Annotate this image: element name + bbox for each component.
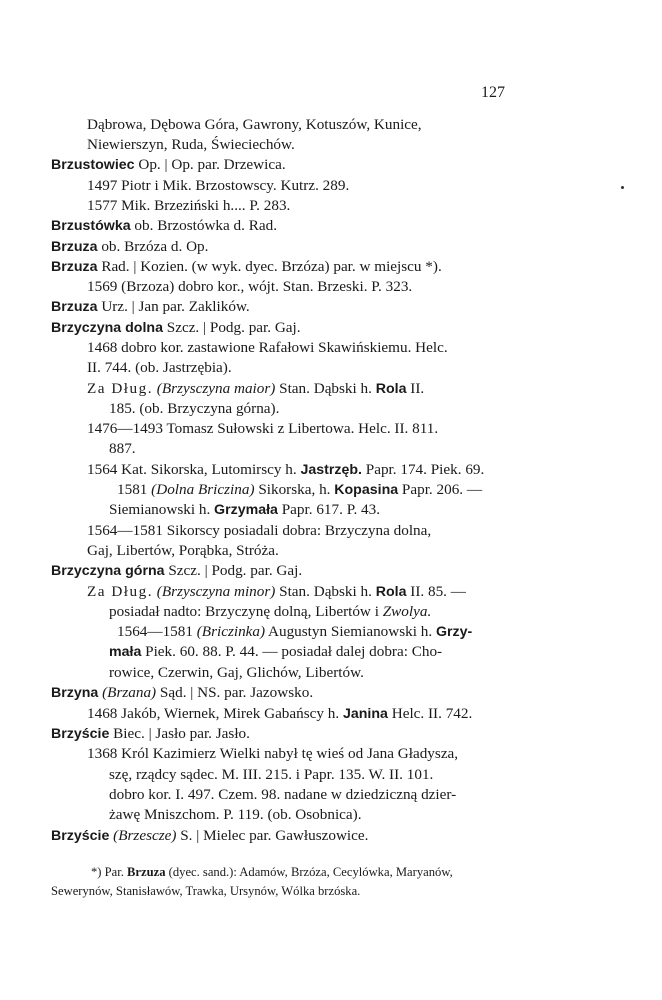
text-segment: Rad. | Kozien. (w wyk. dyec. Brzóza) par. w miejscu *). [97,258,442,275]
bold-term: Brzyście [51,828,110,844]
text-line [109,401,279,416]
italic-term: (Brzysczyna maior) [156,380,276,397]
text-segment: Stan. Dąbski h. [275,380,376,397]
bold-term: Brzyczyna górna [51,563,165,579]
scan-speck [621,186,624,189]
text-line [109,441,136,456]
entry-heading-line [51,299,250,314]
text-line [109,787,456,802]
text-line [87,340,448,355]
bold-term: Brzuza [127,865,166,879]
text-line [109,502,380,517]
text-segment: Urz. | Jan par. Zaklików. [97,298,250,315]
text-segment: (dyec. sand.): Adamów, Brzóza, Cecylówka, Maryanów, [165,865,453,879]
text-segment: ob. Brzostówka d. Rad. [130,217,277,234]
text-segment: 185. (ob. Brzyczyna górna). [109,400,280,417]
text-segment: Papr. 617. P. 43. [277,501,381,518]
entry-heading-line [51,157,286,172]
text-segment: 1468 dobro kor. zastawione Rafałowi Skawińskiemu. Helc. [87,339,448,356]
text-segment: Niewierszyn, Ruda, Świeciechów. [87,136,295,153]
text-segment: posiadał nadto: Brzyczynę dolną, Libertów i [109,603,383,620]
footnote-line [51,885,360,898]
bold-term: Brzuza [51,259,98,275]
entry-heading-line [51,259,442,274]
text-segment: Sikorska, h. [254,481,335,498]
text-segment: S. | Mielec par. Gawłuszowice. [176,827,369,844]
entry-heading-line [51,726,250,741]
text-segment: Piek. 60. 88. P. 44. — posiadał dalej dobra: Cho- [141,643,443,660]
text-segment: Papr. 206. — [398,481,483,498]
text-segment: ob. Brzóza d. Op. [97,238,209,255]
bold-term: Rola [375,381,407,397]
bold-term: Rola [375,584,407,600]
text-segment: 1476—1493 Tomasz Sułowski z Libertowa. Helc. II. 811. [87,420,439,437]
text-segment: II. 85. — [406,583,466,600]
text-line [117,624,472,639]
italic-term: (Brzana) [102,684,157,701]
bold-term: Brzyna [51,685,99,701]
bold-term: Brzustówka [51,218,131,234]
text-segment: Dąbrowa, Dębowa Góra, Gawrony, Kotuszów, Kunice, [87,116,422,133]
bold-term: Brzustowiec [51,157,135,173]
text-line [87,421,438,436]
text-segment: 1569 (Brzoza) dobro kor., wójt. Stan. Brzeski. P. 323. [87,278,413,295]
text-line [87,523,431,538]
text-segment: 1497 Piotr i Mik. Brzostowscy. Kutrz. 289. [87,177,350,194]
page-number: 127 [481,84,505,101]
bold-term: Brzyście [51,726,110,742]
text-line [87,543,279,558]
text-line [109,807,362,822]
text-line [87,381,424,396]
bold-term: Brzyczyna dolna [51,320,163,336]
text-line [109,604,431,619]
entry-heading-line [51,239,208,254]
text-segment: Sąd. | NS. par. Jazowsko. [156,684,314,701]
text-segment: Gaj, Libertów, Porąbka, Stróża. [87,542,279,559]
text-line [87,462,484,477]
bold-term: Jastrzęb. [300,462,362,478]
text-line [87,706,472,721]
text-line [117,482,482,497]
text-segment: Szcz. | Podg. par. Gaj. [164,562,303,579]
bold-term: Brzuza [51,239,98,255]
italic-term: Zwolya. [382,603,432,620]
bold-term: mała [109,644,142,660]
text-segment: 1577 Mik. Brzeziński h.... P. 283. [87,197,291,214]
entry-heading-line [51,828,368,843]
text-segment: 1581 [117,481,152,498]
text-line [109,665,364,680]
text-segment: 1564—1581 Sikorscy posiadali dobra: Brzyczyna dolna, [87,522,432,539]
text-line [87,584,466,599]
text-line [87,279,412,294]
text-segment: szę, rządcy sądec. M. III. 215. i Papr. 135. W. II. 101. [109,766,434,783]
text-segment: Augustyn Siemianowski h. [265,623,436,640]
bold-term: Grzymała [214,502,278,518]
text-line [87,360,232,375]
text-segment: Papr. 174. Piek. 69. [361,461,485,478]
italic-term: (Briczinka) [196,623,266,640]
text-segment: Siemianowski h. [109,501,215,518]
text-line [109,767,433,782]
text-segment: II. 744. (ob. Jastrzębia). [87,359,232,376]
text-line [87,198,290,213]
bold-term: Brzuza [51,299,98,315]
entry-heading-line [51,685,313,700]
italic-term: (Dolna Briczina) [151,481,255,498]
text-segment: 1368 Król Kazimierz Wielki nabył tę wieś od Jana Gładysza, [87,745,459,762]
text-segment: dobro kor. I. 497. Czem. 98. nadane w dziedziczną dzier- [109,786,457,803]
text-segment: II. [406,380,425,397]
text-segment: rowice, Czerwin, Gaj, Glichów, Libertów. [109,664,364,681]
text-segment: Szcz. | Podg. par. Gaj. [162,319,301,336]
italic-term: (Brzescze) [113,827,177,844]
text-line [87,178,349,193]
text-segment: Helc. II. 742. [387,705,473,722]
italic-term: (Brzysczyna minor) [156,583,276,600]
entry-heading-line [51,563,302,578]
text-segment: Za Dług. [87,583,153,600]
bold-term: Grzy- [435,624,473,640]
text-line [87,137,295,152]
text-segment: Biec. | Jasło par. Jasło. [109,725,250,742]
text-segment: 887. [109,440,136,457]
text-segment: 1468 Jakób, Wiernek, Mirek Gabańscy h. [87,705,343,722]
bold-term: Janina [342,706,388,722]
text-segment: Op. | Op. par. Drzewica. [134,156,286,173]
bold-term: Kopasina [334,482,399,498]
text-segment: żawę Mniszchom. P. 119. (ob. Osobnica). [109,806,362,823]
text-line [109,644,442,659]
text-segment: Za Dług. [87,380,153,397]
footnote-line [91,866,453,879]
entry-heading-line [51,320,301,335]
text-segment: 1564 Kat. Sikorska, Lutomirscy h. [87,461,301,478]
entry-heading-line [51,218,277,233]
text-line [87,746,458,761]
text-segment: Stan. Dąbski h. [275,583,376,600]
text-line [87,117,422,132]
text-segment: 1564—1581 [117,623,197,640]
text-segment: *) Par. [91,865,128,879]
text-segment: Sewerynów, Stanisławów, Trawka, Ursynów, Wólka brzóska. [51,884,361,898]
